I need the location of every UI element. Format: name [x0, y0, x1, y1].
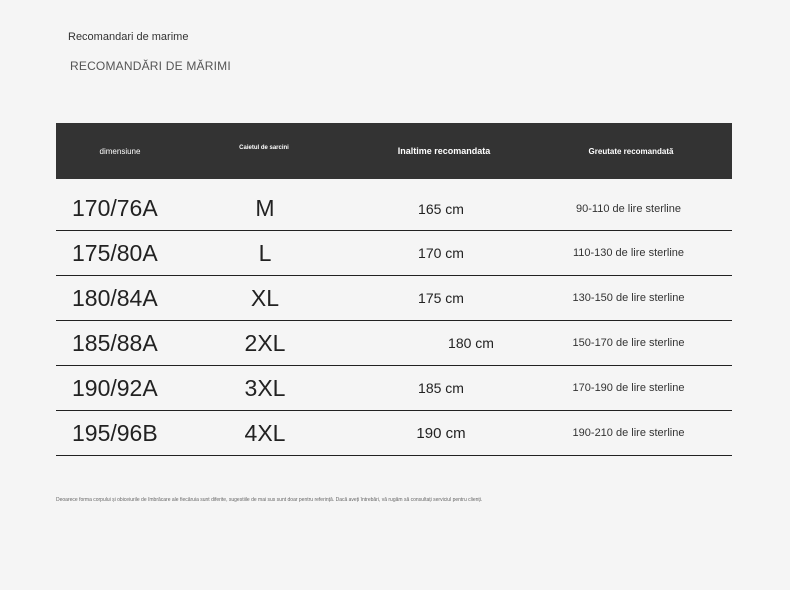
table-row [56, 187, 732, 231]
table-row [56, 231, 732, 276]
height-cell: 175 cm [418, 290, 464, 306]
height-cell: 170 cm [418, 245, 464, 261]
size-cell: XL [250, 284, 280, 311]
height-cell: 180 cm [448, 335, 494, 351]
weight-cell: 150-170 de lire sterline [572, 337, 685, 349]
dimension-cell: 175/80A [72, 239, 158, 266]
size-cell: 2XL [244, 329, 286, 356]
column-header-dimension: dimensiune [99, 146, 141, 156]
table-row [56, 321, 732, 366]
dimension-cell: 180/84A [72, 284, 158, 311]
disclaimer-note: Deoarece forma corpului și obiceiurile de îmbrăcare ale fiecăruia sunt diferite, sugestiile de mai sus sunt doar pentru referință. Dacă aveți întrebări, vă rugăm să consultați serviciul pentru clienți. [56, 497, 483, 503]
dimension-cell: 195/96B [72, 419, 158, 446]
page-subtitle: RECOMANDĂRI DE MĂRIMI [70, 59, 231, 73]
weight-cell: 190-210 de lire sterline [572, 427, 685, 439]
size-cell: 4XL [244, 419, 286, 446]
weight-cell: 130-150 de lire sterline [572, 292, 685, 304]
dimension-cell: 190/92A [72, 374, 158, 401]
column-header-height: Inaltime recomandata [397, 146, 491, 156]
weight-cell: 90-110 de lire sterline [576, 202, 681, 215]
height-cell: 185 cm [418, 380, 464, 396]
height-cell: 165 cm [418, 200, 464, 217]
table-row [56, 276, 732, 321]
size-table [56, 123, 732, 456]
column-header-weight: Greutate recomandată [588, 146, 674, 156]
table-header [56, 123, 732, 179]
column-header-specification: Caietul de sarcini [239, 145, 289, 151]
dimension-cell: 170/76A [72, 195, 158, 221]
weight-cell: 170-190 de lire sterline [572, 382, 685, 394]
table-row [56, 411, 732, 456]
table-row [56, 366, 732, 411]
size-cell: 3XL [244, 374, 286, 401]
size-cell: M [255, 195, 275, 221]
page-title: Recomandari de marime [68, 31, 189, 43]
weight-cell: 110-130 de lire sterline [572, 247, 685, 259]
size-cell: L [258, 239, 272, 266]
height-cell: 190 cm [416, 424, 466, 442]
dimension-cell: 185/88A [72, 329, 158, 356]
